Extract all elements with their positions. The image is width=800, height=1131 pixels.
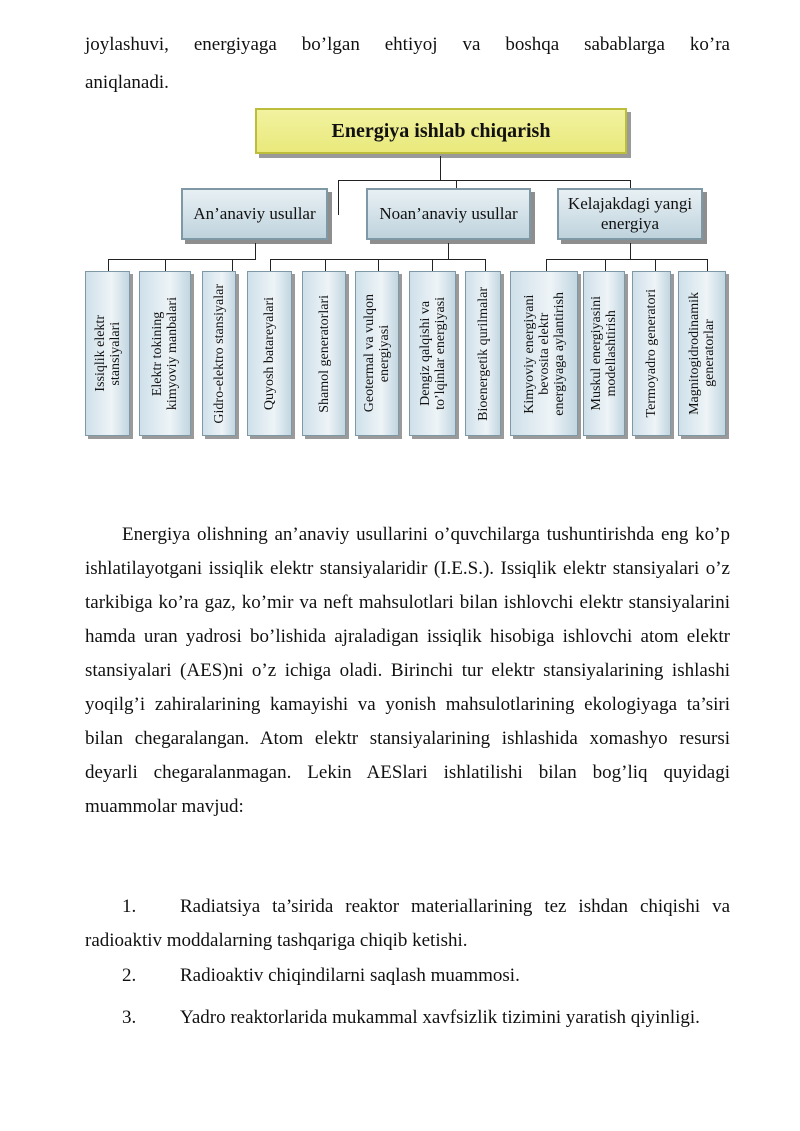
leaf-label: Shamol generatorlari: [316, 294, 332, 413]
leaf-box: [510, 271, 578, 436]
connector: [546, 259, 708, 260]
list-item: [85, 890, 730, 958]
leaf-label: Gidro-elektro stansiyalar: [211, 283, 227, 424]
connector: [655, 259, 656, 271]
connector: [325, 259, 326, 271]
leaf-label: Kimyoviy energiyani bevosita elektr energiyaga aylantirish: [521, 291, 567, 416]
connector: [448, 243, 449, 259]
connector: [255, 243, 256, 259]
leaf-label: Termoyadro generatori: [644, 289, 659, 418]
connector: [232, 259, 233, 271]
leaf-label: Dengiz qalqishi va to’lqinlar energiyasi: [417, 297, 448, 410]
leaf-label: Muskul energiyasini modellashtirish: [589, 296, 619, 411]
list-number: 2.: [122, 965, 137, 986]
leaf-box: [139, 271, 191, 436]
list-number: 3.: [122, 1007, 137, 1028]
connector: [338, 180, 631, 181]
list-text: Yadro reaktorlarida mukammal xavfsizlik tizimini yaratish qiyinligi.: [180, 1007, 700, 1028]
category-box-nontraditional: [366, 188, 531, 240]
leaf-label: Elektr tokining kimyoviy manbalari: [150, 296, 180, 411]
leaf-label: Geotermal va vulqon energiyasi: [362, 294, 392, 413]
connector: [165, 259, 166, 271]
energy-diagram: [0, 0, 800, 460]
connector: [630, 180, 631, 188]
leaf-label: Bioenergetik qurilmalar: [475, 286, 491, 421]
leaf-box: [409, 271, 456, 436]
connector: [630, 243, 631, 259]
list-item: [85, 959, 730, 993]
intro-line-1: joylashuvi, energiyaga bo’lgan ehtiyoj va boshqa sabablarga ko’ra: [85, 34, 730, 55]
connector: [108, 259, 109, 271]
connector: [440, 156, 441, 180]
connector: [378, 259, 379, 271]
connector: [432, 259, 433, 271]
leaf-box: [632, 271, 671, 436]
category-box-traditional: [181, 188, 328, 240]
diagram-title: Energiya ishlab chiqarish: [331, 119, 551, 142]
connector: [605, 259, 606, 271]
list-text: Radiatsiya ta’sirida reaktor materiallarining tez ishdan chiqishi va radioaktiv moddalarning tashqariga chiqib ketishi.: [85, 896, 730, 951]
leaf-box: [85, 271, 130, 436]
category-label: Noan’anaviy usullar: [379, 204, 518, 223]
list-number: 1.: [122, 896, 137, 917]
intro-line-2: aniqlanadi.: [85, 72, 169, 93]
category-label: Kelajakdagi yangi energiya: [567, 194, 693, 233]
leaf-box: [583, 271, 625, 436]
leaf-box: [202, 271, 236, 436]
leaf-box: [302, 271, 346, 436]
leaf-box: [355, 271, 399, 436]
leaf-box: [678, 271, 726, 436]
leaf-box: [465, 271, 501, 436]
connector: [707, 259, 708, 271]
connector: [108, 259, 256, 260]
category-box-future: [557, 188, 703, 240]
connector: [338, 180, 339, 215]
leaf-label: Issiqlik elektr stansiyalari: [92, 315, 123, 392]
leaf-box: [247, 271, 292, 436]
connector: [485, 259, 486, 271]
leaf-label: Magnitogidrodinamik generatorlar: [687, 292, 717, 415]
body-paragraph: Energiya olishning an’anaviy usullarini o’quvchilarga tushuntirishda eng ko’p ishlatilayotgani issiqlik elektr stansiyalaridir (I.E.S.). Issiqlik elektr stansiyalari o’z tarkibiga ko’ra gaz, ko’mir va neft mahsulotlari bilan ishlovchi elektr stansiyalarini hamda uran yadrosi bo’lishida ajraladigan issiqlik hisobiga ishlovchi atom elektr stansiyalari (AES)ni o’z ichiga oladi. Birinchi tur elektr stansiyalarining ishlashi yoqilg’i zahiralarining kamayishi va yonish mahsulotlarining ekologiyaga ta’siri bilan chegaralangan. Atom elektr stansiyalarining ishlashida xomashyo resursi deyarli chegaralanmagan. Lekin AESlari ishlatilishi bilan bog’liq quyidagi muammolar mavjud:: [85, 524, 730, 817]
list-item: [85, 1001, 730, 1035]
connector: [546, 259, 547, 271]
connector: [270, 259, 271, 271]
diagram-title-box: [255, 108, 627, 154]
list-text: Radioaktiv chiqindilarni saqlash muammosi.: [180, 965, 520, 986]
connector: [456, 180, 457, 188]
category-label: An’anaviy usullar: [193, 204, 316, 223]
leaf-label: Quyosh batareyalari: [262, 296, 277, 411]
